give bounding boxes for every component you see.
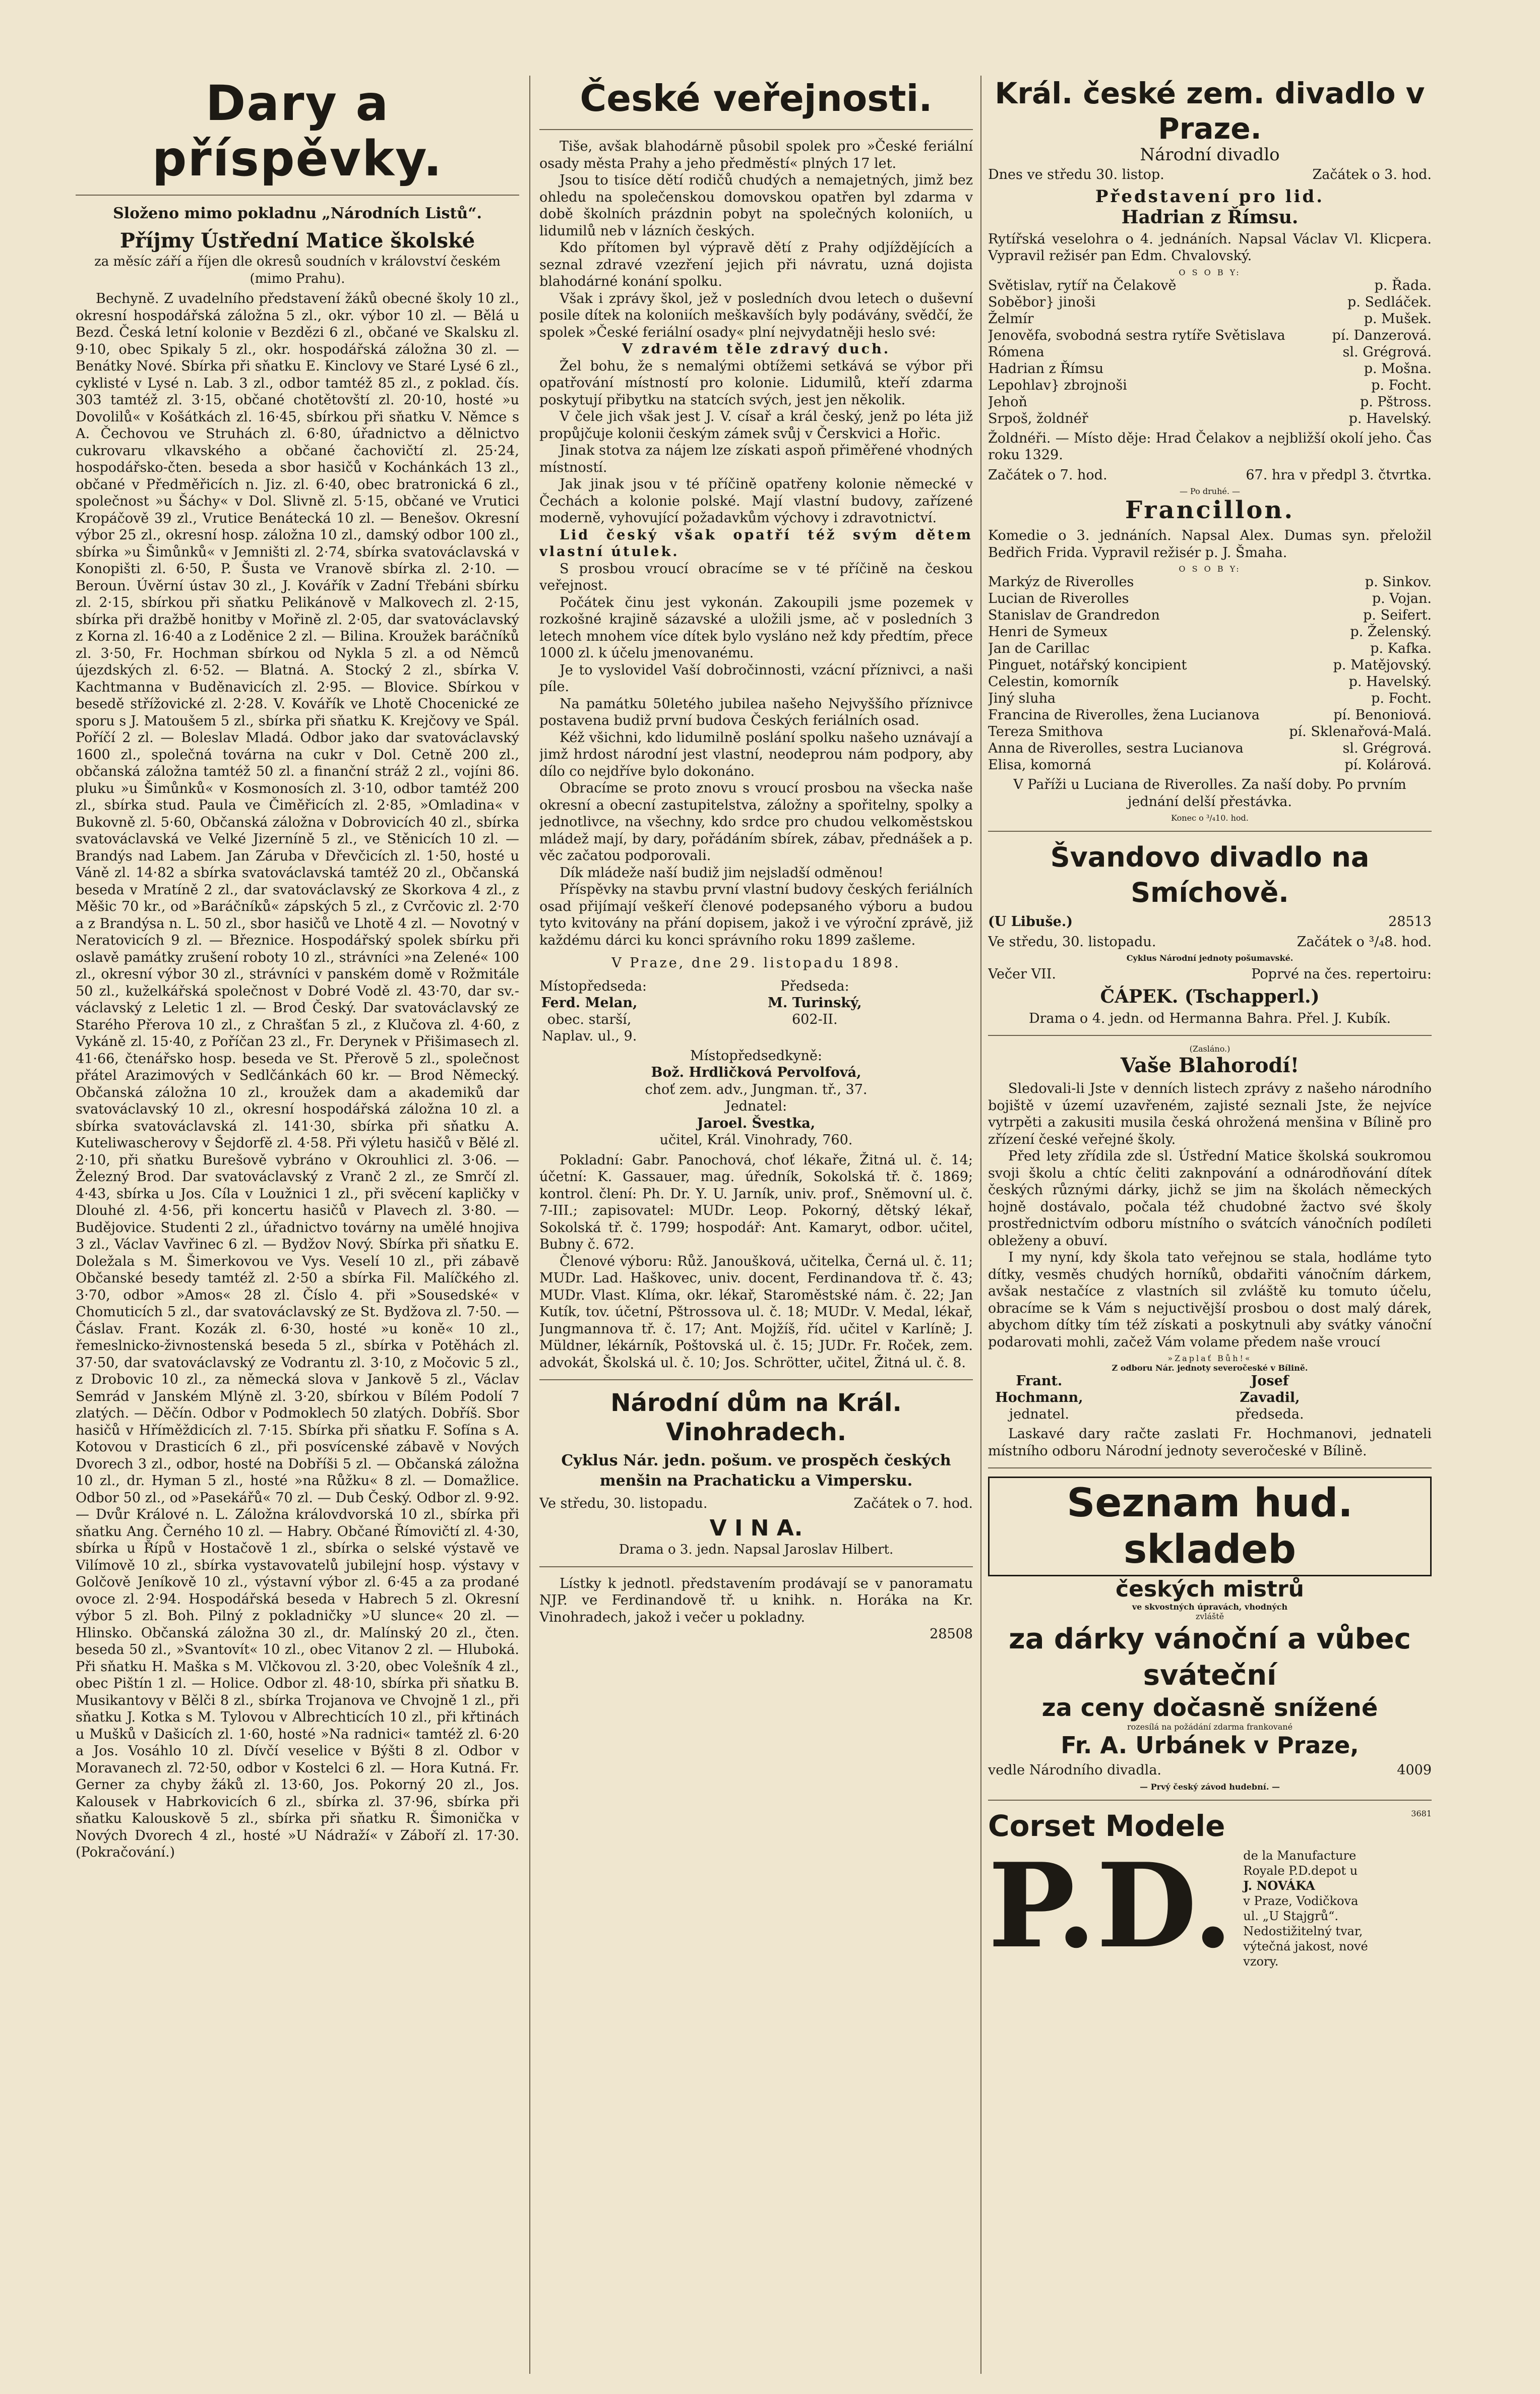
cast-row — [988, 624, 1432, 640]
t1-second: — Po druhé. — — [1179, 486, 1241, 496]
letter-paragraph: Sledovali-li Jste v denních listech zprávy z našeho národního bojiště v území uzavřeném, zajisté seznali Jste, že nejvíce vytrpěti a zakusiti musila česká ohrožená menšina v Bílině pro zřízení české veřejné školy. — [988, 1081, 1432, 1147]
t1-next-row — [988, 467, 1432, 484]
divider — [76, 195, 519, 196]
cast-role: Anna de Riverolles, sestra Lucianova — [988, 741, 1244, 756]
ad-tickets — [539, 1575, 973, 1643]
ad-play-note: Drama o 3. jedn. Napsal Jaroslav Hilbert. — [619, 1542, 894, 1557]
cast-role: Elisa, komorná — [988, 757, 1091, 773]
cast-row — [988, 311, 1432, 327]
sig-role: předseda. — [1236, 1406, 1304, 1422]
sig-name: Ferd. Melan, — [541, 995, 638, 1011]
cast-role: Tereza Smithova — [988, 724, 1103, 740]
cast-role: Francina de Riverolles, žena Lucianova — [988, 707, 1260, 723]
cast-role: Jiný sluha — [988, 691, 1056, 706]
cast-row — [988, 690, 1432, 707]
music-ad-line: zvláště — [1195, 1612, 1224, 1621]
cast-actor: sl. Grégrová. — [1342, 741, 1432, 756]
divider — [988, 1467, 1432, 1468]
letter-signatures — [988, 1373, 1432, 1423]
music-ad-line: rozesílá na požádání zdarma frankované — [1127, 1722, 1293, 1732]
cast-actor: p. Želenský. — [1350, 624, 1432, 640]
sig-name: Frant. Hochmann, — [995, 1373, 1083, 1405]
cast-actor: p. Sedláček. — [1347, 294, 1432, 310]
cast-role: Markýz de Riverolles — [988, 574, 1134, 590]
cast-row — [988, 294, 1432, 311]
cast-actor: p. Matějovský. — [1333, 657, 1432, 673]
cast-row — [988, 277, 1432, 294]
ad-time: Začátek o 7. hod. — [853, 1496, 973, 1511]
t1-footer2: V Paříži u Luciana de Riverolles. Za naší doby. Po prvním jednání delší přestávka. — [1013, 777, 1406, 810]
cast-role: Hadrian z Římsu — [988, 360, 1104, 377]
cast-actor: p. Seifert. — [1363, 607, 1432, 623]
donations-body — [76, 290, 519, 1861]
music-ad-prices: za ceny dočasně snížené — [1041, 1694, 1378, 1722]
column-divider — [980, 76, 981, 2374]
cast-actor: p. Havelský. — [1348, 410, 1432, 426]
t2-date: Ve středu, 30. listopadu. — [988, 934, 1156, 950]
t1-date: Dnes ve středu 30. listop. — [988, 167, 1164, 182]
corset-desc: de la Manufacture Royale P.D.depot u — [1243, 1848, 1358, 1878]
sig-name: Josef Zavadil, — [1240, 1373, 1300, 1405]
divider — [988, 1800, 1432, 1801]
cast-actor: pí. Benoniová. — [1333, 707, 1432, 723]
cast-actor: p. Havelský. — [1348, 674, 1432, 690]
svanda-theatre-title: Švandovo divadlo na Smíchově. — [1050, 841, 1370, 908]
sig-name: Jaroel. Švestka, — [697, 1115, 816, 1131]
cast-row — [988, 657, 1432, 673]
appeal-paragraph: Je to vyslovidel Vaší dobročinnosti, vzácní příznivci, a naši píle. — [539, 662, 973, 695]
column-ads — [988, 76, 1432, 2374]
cast-row — [988, 740, 1432, 757]
appeal-paragraph: Jsou to tisíce dětí rodičů chudých a nemajetných, jimž bez ohledu na společenskou domovskou opatřen byl zdarma v době školních prázdnin pobyt na společných koloniích, u lidumilů neb v lázních českých. — [539, 172, 973, 239]
matice-section-note: za měsíc září a říjen dle okresů soudních v království českém (mimo Prahu). — [94, 254, 501, 286]
divider — [988, 831, 1432, 832]
appeal-paragraph: S prosbou vroucí obracíme se v té příčině na českou veřejnost. — [539, 561, 973, 593]
letter-title: Vaše Blahorodí! — [1120, 1054, 1300, 1077]
sig-note: 602-II. — [791, 1011, 838, 1027]
t1-play2-title: Francillon. — [1125, 496, 1295, 524]
t2-cycle: Cyklus Národní jednoty pošumavské. — [1126, 953, 1293, 963]
cast-role: Rómena — [988, 344, 1044, 360]
appeal-paragraph: Kdo přítomen byl výpravě dětí z Prahy odjíždějících a seznal zdravé vzezření jejich při návratu, uzná dojista blahodárné konání spolku. — [539, 240, 973, 289]
music-ad-addr-row — [988, 1762, 1432, 1779]
cast-role: Jehoň — [988, 394, 1027, 410]
committee-text: Členové výboru: Růž. Janoušková, učitelka, Černá ul. č. 11; MUDr. Lad. Haškovec, univ. docent, Ferdinandova tř. č. 43; MUDr. Vlast. Klíma, okr. lékař, Staroměstské nám. č. 22; Jan Kutík, tov. účetní, Pštrossova ul. č. 18; MUDr. V. Medal, lékař, Jungmannova tř. č. 17; Ant. Mojžíš, říd. učitel v Karlíně; J. Müldner, lékárník, Poštovská ul. č. 15; JUDr. Fr. Roček, zem. advokát, Školská ul. č. 10; Jos. Schrötter, učitel, Žitná ul. č. 8. — [539, 1253, 973, 1371]
appeal-emphasis: Lid český však opatří též svým dětem vlastní útulek. — [539, 527, 973, 560]
appeal-paragraph: Však i zprávy škol, jež v posledních dvou letech o duševní posile dítek na koloniích meškavších byly podávány, svědčí, že spolek »České feriální osady« plní nejvydatněji heslo své: — [539, 290, 973, 340]
t1-cast2 — [988, 574, 1432, 773]
corset-pd-logo: P.D. — [988, 1837, 1234, 1974]
music-ad-line: ve skvostných úpravách, vhodných — [1132, 1602, 1288, 1612]
sig-note: obec. starší, Naplav. ul., 9. — [541, 1011, 637, 1044]
ad-tickets-text: Lístky k jednotl. představením prodávají se v panoramatu NJP. ve Ferdinandově tř. u knihk. n. Horáka na Kr. Vinohradech, jakož i večer u pokladny. — [539, 1575, 973, 1625]
sig-name: Bož. Hrdličková Pervolfová, — [651, 1065, 861, 1080]
cast-role: Celestin, komorník — [988, 674, 1119, 690]
sig-label: Jednatel: — [725, 1098, 787, 1114]
corset-text — [1243, 1848, 1374, 1969]
appeal-paragraph: Počátek činu jest vykonán. Zakoupili jsme pozemek v rozkošné krajině sázavské a uložili jsme, ač v posledních 3 letech mnohem více dítek bylo vysláno než kdy předtím, přece 1000 zl. k účelu jmenovanému. — [539, 594, 973, 661]
music-ad-slogan: — Prvý český závod hudební. — — [1140, 1782, 1280, 1792]
ad-narodni-dum-sub: Cyklus Nár. jedn. pošum. ve prospěch českých menšin na Prachaticku a Vimpersku. — [561, 1452, 951, 1490]
t2-play-note: Drama o 4. jedn. od Hermanna Bahra. Přel. J. Kubík. — [1028, 1010, 1391, 1026]
national-theatre-sub: Národní divadlo — [1140, 145, 1280, 165]
letter-body — [988, 1080, 1432, 1351]
cast-role: Jan de Carillac — [988, 641, 1090, 656]
committee-members — [539, 1152, 973, 1372]
sig-note: choť zem. adv., Jungman. tř., 37. — [645, 1081, 868, 1097]
corset-num: 3681 — [1411, 1808, 1432, 1818]
t1-play2-note: Komedie o 3. jednáních. Napsal Alex. Dumas syn. přeložil Bedřich Frida. Vypravil režisér p. J. Šmaha. — [988, 528, 1432, 561]
cast-row — [988, 327, 1432, 344]
divider — [539, 129, 973, 130]
cast-role: Světislav, rytíř na Čelakově — [988, 277, 1177, 293]
cast-row — [988, 707, 1432, 723]
appeal-paragraph: Kéž všichni, kdo lidumilně poslání spolku našeho uznávají a jimž hrdost národní jest vlastní, neodeprou nám podpory, aby dílo co nejdříve bylo dokonáno. — [539, 729, 973, 779]
cast-row — [988, 377, 1432, 394]
letter-note-text: Laskavé dary račte zaslati Fr. Hochmanovi, jednateli místního odboru Národní jednoty severočeské v Bílině. — [988, 1426, 1432, 1459]
donations-subtitle: Složeno mimo pokladnu „Národních Listů“. — [113, 205, 482, 222]
music-ad-num: 4009 — [1397, 1762, 1432, 1778]
t2-num: 28513 — [1388, 914, 1432, 930]
cast-row — [988, 607, 1432, 624]
letter-thanks: »Zaplať Bůh!« — [1167, 1354, 1252, 1363]
divider — [539, 1566, 973, 1567]
sig-label: Místopředsedkyně: — [690, 1048, 822, 1064]
cast-heading: O S O B Y: — [1179, 564, 1241, 574]
appeal-signatures — [539, 978, 973, 1045]
letter-branch: Z odboru Nár. jednoty severočeské v Bílině. — [1112, 1363, 1308, 1373]
appeal-paragraph: Tiše, avšak blahodárně působil spolek pro »České feriální osady města Prahy a jeho předměstí« plných 17 let. — [539, 139, 973, 171]
cast-actor: pí. Danzerová. — [1332, 327, 1432, 343]
corset-addr: v Praze, Vodičkova ul. „U Stajgrů“. Nedostižitelný tvar, výtečná jakost, nové vzory. — [1243, 1893, 1368, 1969]
ad-date-row — [539, 1495, 973, 1512]
cast-actor: p. Vojan. — [1372, 591, 1432, 606]
music-ad-firm: Fr. A. Urbánek v Praze, — [1061, 1732, 1359, 1759]
t2-evening: Večer VII. — [988, 966, 1056, 982]
appeal-motto: V zdravém těle zdravý duch. — [622, 341, 891, 357]
t1-end: Konec o ³/₄10. hod. — [1171, 813, 1249, 823]
cast-row — [988, 590, 1432, 607]
t1-performance: Představení pro lid. — [1095, 186, 1325, 207]
t2-date-row — [988, 934, 1432, 951]
cast-actor: p. Mošna. — [1364, 360, 1432, 377]
appeal-signatures-2 — [539, 1048, 973, 1149]
appeal-paragraph: Žel bohu, že s nemalými obtížemi setkává se výbor při opatřování místností pro kolonie. Lidumilů, kteří zdarma poskytují přibytku na statcích svých, jest jen několik. — [539, 358, 973, 408]
donations-text: Bechyně. Z uvadelního představení žáků obecné školy 10 zl., okresní hospodářská záložna 5 zl., okr. výbor 10 zl. — Bělá u Bezd. Česká letní kolonie v Bezdězi 6 zl., občané ve Skalsku zl. 9·10, obec Spikaly 5 zl., okr. hospodářská záložna 30 zl. — Benátky Nové. Sbírka při sňatku E. Kinclovy ve Staré Lysé 6 zl., cyklisté v Lysé n. Lab. 3 zl., odbor tamtéž 85 zl., z poklad. čís. 303 tamtéž zl. 3·15, občané chotětovští zl. 20·10, hosté »u Dovolilů« v Košátkách zl. 16·45, sbírkou při sňatku V. Němce s A. Čechovou ve Struhách zl. 6·80, úřadnictvo a dělnictvo cukrovaru vlkavského a občané čachovičtí zl. 25·24, hospodářsko-čten. beseda a sbor hasičů v Kochánkách 13 zl., občané v Předměřicích n. Jiz. zl. 6·40, obec bratronická 6 zl., společnost »u Šáchy« v Dol. Slivně zl. 5·15, občané ve Vrutici Kropáčově 39 zl., Vrutice Benátecká 10 zl. — Benešov. Okresní výbor 25 zl., okresní hosp. záložna 10 zl., damský odbor 100 zl., sbírka »u Šimůnků« v Jemništi zl. 2·74, sbírka svatováclavská v Konopišti zl. 6·50, P. Šusta ve Vranově sbírka zl. 2·10. — Beroun. Úvěrní ústav 30 zl., J. Kovářík v Zadní Třebáni sbírku zl. 2·15, sbírkou při sňatku Pelikánově v Malkovech zl. 2·15, sbírka při dražbě honitby v Mořině zl. 2·05, dar svatováclavský z Korna zl. 16·40 a z Loděnice 2 zl. — Bilina. Kroužek baráčníků zl. 3·50, Fr. Hochman sbírkou od Nykla 5 zl. a od Němců újezdských zl. 6·52. — Blatná. A. Stocký 2 zl., sbírka V. Kachtmanna v Buděnavicích zl. 2·95. — Blovice. Sbírkou v besedě střížovické zl. 2·28. V. Kovářík ve Lhotě Chocenické ze sporu s J. Matoušem 5 zl., sbírka při sňatku K. Krejčovy ve Spál. Poříčí 2 zl. — Boleslav Mladá. Odbor jako dar svatováclavský 1600 zl., společná továrna na cukr v Dol. Cetně 200 zl., občanská záložna tamtéž 50 zl. a finanční stráž 2 zl., vojíni 86. pluku »u Šimůnků« v Kosmonosích zl. 3·10, odbor tamtéž 200 zl., sbírka stud. Paula ve Čiměřicích zl. 2·85, »Omladina« v Bukovně zl. 5·60, Občanská záložna v Dobrovicích 40 zl., sbírka svatováclavská ve Velké Jizerníně 5 zl., ve Stěnicích 10 zl. — Brandýs nad Labem. Jan Záruba v Dřevčicích zl. 1·50, hosté u Váně zl. 14·82 a sbírka svatováclavská tamtéž 20 zl., Občanská beseda v Mratíně 2 zl., dar svatováclavský ze Skorkova 4 zl., z Měšic 70 kr., od »Baráčníků« zápských 5 zl., z Cvrčovic zl. 2·70 a z Brandýsa n. L. 50 zl., sbor hasičů ve Lhotě 4 zl. — Novotný v Neratovicích 9 zl. — Březnice. Hospodářský spolek sbírku při oslavě památky zrušení roboty 10 zl., strávníci »na Zelené« 100 zl., okresní výbor 30 zl., strávníci v panském domě v Rožmitále 50 zl., kuželkářská společnost v Dobré Vodě zl. 43·70, dar sv.-václavský z Leletic 1 zl. — Brod Český. Dar svatováclavský ze Starého Přerova 10 zl., z Chrašťan 5 zl., z Klučova zl. 4·60, z Vykáně zl. 15·40, z Poříčan 23 zl., Fr. Derynek v Přišimasech zl. 41·66, čtenářsko hosp. beseda ve St. Přerově 5 zl., společnost přátel Arazimových v Sedlčánkách 60 kr. — Brod Německý. Občanská záložna 10 zl., kroužek dam a akademiků dar svatováclavský 10 zl., okresní hospodářská záložna 10 zl. a sbírka svatováclavská zl. 141·30, sbírka při sňatku A. Kuteliwascherovy v Šejdorfě zl. 4·58. Při výletu hasičů v Bělé zl. 2·10, při sňatku Burešově vybráno v Okrouhlici zl. 3·06. — Železný Brod. Dar svatováclavský z Vranč 2 zl., ze Smrčí zl. 4·43, sbírka u Jos. Cíla v Loužnici 1 zl., při svěcení kapličky v Dlouhé zl. 4·56, při koncertu hasičů v Plavech zl. 3·80. — Budějovice. Studenti 2 zl., úřadnictvo továrny na umělé hnojiva 3 zl., Václav Vavřinec 6 zl. — Bydžov Nový. Sbírka při sňatku E. Doležala s M. Šimerkovou ve Vys. Veselí 10 zl., při zábavě Občanské besedy tamtéž zl. 2·50 a sbírka Fil. Malíčkého zl. 3·70, odbor »Amos« 28 zl. Číslo 4. při »Sousedské« v Chomuticích 5 zl., dar svatováclavský ze St. Bydžova zl. 7·50. — Čáslav. Frant. Kozák zl. 6·30, hosté »u koně« 10 zl., řemeslnicko-živnostenská beseda 5 zl., sbírka v Potěhách zl. 37·50, dar svatováclavský ze Vodrantu zl. 3·10, z Močovic 5 zl., z Drobovic 10 zl., za německá slova v Jankově 5 zl., Václav Semrád v Janském Mlýně zl. 3·20, sbírkou v Bílém Podolí 7 zlatých. — Děčín. Odbor v Podmoklech 50 zlatých. Dobříš. Sbor hasičů v Hříměždicích zl. 7·15. Sbírka při sňatku F. Sofína s A. Kotovou v Drasticích 6 zl., při posvícenské zábavě v Nových Dvorech 3 zl., odbor, hosté na Dobříši 5 zl. — Občanská záložna 10 zl., dr. Hyman 5 zl., hosté »na Růžku« 8 zl. — Domažlice. Odbor 50 zl., od »Pasekářů« 70 zl. — Dub Český. Odbor zl. 9·92. — Dvůr Králové n. L. Záložna královdvorská 10 zl., sbírka při sňatku Ang. Černého 10 zl. — Habry. Občané Římovičtí zl. 4·30, sbírka u Řípů v Hostačově 1 zl., sbírka o selské výstavě ve Vilímově 10 zl., sbírka vystavovatelů jubilejní hosp. výstavy v Golčově Jeníkově 10 zl., výstavní výbor zl. 6·45 a za prodané ovoce zl. 2·94. Hospodářská beseda v Habrech 5 zl. Okresní výbor 5 zl. Boh. Pilný z pokladničky »U slunce« 20 zl. — Hlinsko. Občanská záložna 30 zl., dr. Malínský 20 zl., čten. beseda 50 zl., »Svantovít« 10 zl., obec Vitanov 2 zl. — Hluboká. Při sňatku H. Maška s M. Vlčkovou zl. 3·20, obec Volešník 4 zl., obec Pištín 1 zl. — Holice. Odbor zl. 48·10, sbírka při sňatku B. Musikantovy v Bělči 8 zl., sbírka Trojanova ve Chvojně 1 zl., při sňatku J. Kotka s M. Tylovou v Albrechticích 10 zl., při křtinách u Mušků v Dašicích zl. 1·60, hosté »Na radnici« tamtéž zl. 6·20 a Jos. Vosáhlo 10 zl. Dívčí veselice v Býšti 8 zl. Odbor v Moravanech zl. 72·50, odbor v Kostelci 6 zl. — Hora Kutná. Fr. Gerner za chyby žáků zl. 13·60, Jos. Pokorný 20 zl., Jos. Kalousek v Habrkovicích 6 zl., sbírka zl. 37·96, sbírka při sňatku Kalouskově 5 zl., sbírka při sňatku R. Šimonička v Nových Dvorech 4 zl., hosté »U Nádraží« v Záboří zl. 17·30. (Pokračování.) — [76, 291, 519, 1860]
cast-role: Stanislav de Grandredon — [988, 607, 1160, 623]
appeal-paragraph: Jinak stotva za nájem lze získati aspoň přiměřené vhodných místností. — [539, 443, 973, 475]
cast-actor: pí. Kolárová. — [1344, 757, 1432, 773]
zaslano: (Zasláno.) — [1189, 1044, 1230, 1054]
cast-actor: p. Pštross. — [1360, 394, 1432, 410]
t1-start: Začátek o 7. hod. — [988, 467, 1107, 483]
cast-role: Lepohlav} zbrojnoši — [988, 377, 1127, 393]
music-ad-sub: českých mistrů — [1116, 1576, 1304, 1602]
t1-date-row — [988, 166, 1432, 183]
cast-actor: p. Focht. — [1371, 377, 1432, 393]
t2-sub: (U Libuše.) — [988, 914, 1073, 930]
appeal-body — [539, 138, 973, 972]
cast-role: Jenověfa, svobodná sestra rytíře Světislava — [988, 327, 1285, 343]
music-ad-addr: vedle Národního divadla. — [988, 1762, 1161, 1778]
cast-row — [988, 757, 1432, 773]
donations-title: Dary a příspěvky. — [152, 76, 443, 187]
t2-first: Poprvé na čes. repertoiru: — [1251, 966, 1432, 982]
ad-number: 28508 — [930, 1626, 973, 1642]
letter-note — [988, 1426, 1432, 1459]
matice-section-title: Příjmy Ústřední Matice školské — [119, 229, 475, 253]
cast-row — [988, 640, 1432, 657]
t1-time: Začátek o 3. hod. — [1312, 167, 1432, 182]
sig-label: Předseda: — [780, 978, 849, 994]
cast-actor: p. Focht. — [1371, 691, 1432, 706]
t2-time: Začátek o ³/₄8. hod. — [1297, 934, 1432, 950]
music-ad-title: Seznam hud. skladeb — [988, 1477, 1432, 1576]
cast-row — [988, 574, 1432, 590]
corset-ad — [988, 1837, 1432, 1974]
cast-actor: p. Sinkov. — [1365, 574, 1432, 590]
corset-title: Corset Modele — [988, 1808, 1225, 1843]
appeal-date: V Praze, dne 29. listopadu 1898. — [611, 955, 901, 971]
cast-role: Lucian de Riverolles — [988, 591, 1129, 606]
cast-role: Soběbor} jinoši — [988, 294, 1096, 310]
divider — [988, 1035, 1432, 1036]
appeal-paragraph: V čele jich však jest J. V. císař a král český, jenž po léta již propůjčuje kolonii českým zámek svůj v Čerskvici a Hořic. — [539, 409, 973, 442]
ad-play-title: V I N A. — [709, 1515, 803, 1541]
t1-play-note: Rytířská veselohra o 4. jednáních. Napsal Václav Vl. Klicpera. Vypravil režisér pan Edm. Chvalovský. — [988, 231, 1432, 264]
t2-play: ČÁPEK. (Tschapperl.) — [1100, 986, 1320, 1007]
corset-seller: J. NOVÁKA — [1243, 1878, 1315, 1893]
cast-actor: p. Kafka. — [1370, 641, 1432, 656]
t2-sub-row — [988, 913, 1432, 931]
t2-evening-row — [988, 966, 1432, 983]
appeal-paragraph: Dík mládeže naší budiž jim nejsladší odměnou! — [560, 865, 884, 881]
cast-role: Srpoš, žoldnéř — [988, 410, 1088, 426]
ad-narodni-dum-title: Národní dům na Král. Vinohradech. — [610, 1389, 902, 1446]
column-appeal — [539, 76, 973, 2374]
cast-row — [988, 360, 1432, 377]
appeal-paragraph: Příspěvky na stavbu první vlastní budovy českých feriálních osad přijímají veškeří členové podepsaného výboru a budou tyto kvitovány na přání dopisem, jakož i ve výroční zprávě, již každému dárci ku konci správního roku 1899 zašleme. — [539, 882, 973, 948]
cast-role: Želmír — [988, 311, 1034, 327]
committee-text: Pokladní: Gabr. Panochová, choť lékaře, Žitná ul. č. 14; účetní: K. Gassauer, mag. úředník, Sokolská tř. č. 1869; kontrol. člení: Ph. Dr. Y. U. Jarník, univ. prof., Sněmovní ul. č. 7-III.; zapisovatel: MUDr. Leop. Pokorný, dětský lékař, Sokolská tř. č. 1799; hospodář: Ant. Kamaryt, odbor. učitel, Bubny č. 672. — [539, 1152, 973, 1252]
cast-role: Pinguet, notářský koncipient — [988, 657, 1187, 673]
national-theatre-title: Král. české zem. divadlo v Praze. — [995, 76, 1425, 146]
appeal-paragraph: Na památku 50letého jubilea našeho Nejvyššího příznivce postavena budiž první budova Českých feriálních osad. — [539, 696, 973, 728]
cast-heading: O S O B Y: — [1179, 267, 1241, 277]
column-donations — [76, 76, 519, 2374]
sig-label: Místopředseda: — [539, 978, 647, 994]
cast-actor: pí. Sklenařová-Malá. — [1289, 724, 1432, 740]
letter-paragraph: Před lety zřídila zde sl. Ústřední Matice školská soukromou svoji školu a chtíc čeliti zaknpování a odnárodňování dítek českých různými dárky, jichž se jim na školách německých hojně dostávalo, počala též chudobné žactvo své školy prostřednictvím odboru místního o svátcích vánočních podíleti obleženy a obuví. — [988, 1148, 1432, 1249]
cast-row — [988, 394, 1432, 410]
appeal-paragraph: Obracíme se proto znovu s vroucí prosbou na všecka naše okresní a obecní zastupitelstva, záložny a spořitelny, spolky a jednotlivce, na všechny, kdo srdce pro chudou velkoměstskou mládež mají, by dary, pořádáním sbírek, zábav, přednášek a p. věc začatou podporovali. — [539, 780, 973, 864]
cast-role: Henri de Symeux — [988, 624, 1107, 640]
cast-row — [988, 410, 1432, 427]
cast-row — [988, 723, 1432, 740]
column-divider — [529, 76, 530, 2374]
sig-note: učitel, Král. Vinohrady, 760. — [659, 1132, 853, 1148]
cast-actor: p. Mušek. — [1364, 311, 1432, 327]
ad-date: Ve středu, 30. listopadu. — [539, 1496, 708, 1511]
cast-row — [988, 344, 1432, 360]
cast-actor: p. Řada. — [1374, 277, 1432, 293]
appeal-paragraph: Jak jinak jsou v té příčině opatřeny kolonie německé v Čechách a kolonie polské. Mají vlastní budovy, zařízené moderně, vyhovující požadavkům výchovy i zdravotnictví. — [539, 476, 973, 526]
sig-role: jednatel. — [1009, 1406, 1069, 1422]
divider — [539, 1379, 973, 1380]
sig-name: M. Turinský, — [768, 995, 862, 1011]
letter-paragraph: I my nyní, kdy škola tato veřejnou se stala, hodláme tyto dítky, vesměs chudých horníků, obdařiti vánočním dárkem, avšak nestačíce z vlastních sil zvláště ku tomuto účelu, obracíme se k Vám s nejuctivější prosbou o dost malý dárek, abychom dítky tím též získati a poskytnuli aby svátky vánoční podarovati mohli, začež Vám volame předem naše vroucí — [988, 1250, 1432, 1350]
cast-actor: sl. Grégrová. — [1342, 344, 1432, 360]
appeal-title: České veřejnosti. — [580, 77, 933, 119]
t1-cast — [988, 277, 1432, 427]
t1-footer: Žoldnéři. — Místo děje: Hrad Čelakov a nejbližší okolí jeho. Čas roku 1329. — [988, 430, 1432, 463]
t1-play-title: Hadrian z Římsu. — [1121, 206, 1299, 228]
cast-row — [988, 673, 1432, 690]
music-ad-gifts: za dárky vánoční a vůbec sváteční — [1009, 1623, 1411, 1692]
t1-next: 67. hra v předpl 3. čtvrtka. — [1246, 467, 1432, 483]
